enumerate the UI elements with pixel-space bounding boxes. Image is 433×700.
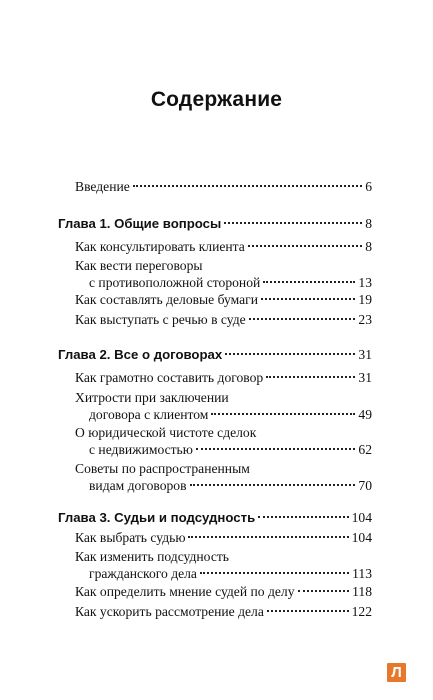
toc-entry[interactable] (58, 238, 372, 255)
leader-dots (266, 375, 355, 378)
leader-dots (190, 483, 356, 486)
leader-dots (267, 609, 349, 612)
toc-entry-label: О юридической чистоте сделок (75, 425, 257, 440)
chapter-title: Глава 2. Все о договорах (58, 347, 223, 362)
toc-chapter-3[interactable] (58, 509, 372, 526)
toc-entry-page: 118 (352, 584, 372, 599)
toc-entry-label-cont: с недвижимостью (89, 442, 193, 457)
toc-entry[interactable] (58, 311, 372, 328)
toc-entry-page: 13 (358, 275, 372, 290)
leader-dots (196, 447, 356, 450)
toc-entry-label: Как грамотно составить договор (75, 370, 264, 385)
toc-entry-label: Как консультировать клиента (75, 239, 245, 254)
publisher-logo-icon: Л (387, 663, 406, 682)
toc-entry-page: 49 (358, 407, 372, 422)
toc-chapter-1[interactable] (58, 215, 372, 232)
leader-dots (258, 515, 348, 518)
toc-entry-label-cont: видам договоров (89, 478, 187, 493)
toc-entry-page: 70 (358, 478, 372, 493)
toc-entry-page: 62 (358, 442, 372, 457)
toc-entry[interactable] (58, 548, 372, 582)
toc-entry[interactable] (58, 291, 372, 308)
toc-entry-label: Как составлять деловые бумаги (75, 292, 259, 307)
leader-dots (225, 352, 355, 355)
leader-dots (188, 535, 348, 538)
toc-entry-page: 113 (352, 566, 372, 581)
toc-entry-label: Как определить мнение судей по делу (75, 584, 295, 599)
toc-entry-page: 23 (358, 312, 372, 327)
toc-entry-label: Как вести переговоры (75, 258, 203, 273)
chapter-title: Глава 1. Общие вопросы (58, 216, 222, 231)
toc-entry-label-cont: гражданского дела (89, 566, 197, 581)
chapter-title: Глава 3. Судьи и подсудность (58, 510, 256, 525)
leader-dots (261, 297, 355, 300)
toc-entry-page: 122 (351, 604, 372, 619)
toc-entry[interactable] (58, 603, 372, 620)
toc-entry-page: 8 (365, 239, 372, 254)
toc-entry-label-cont: договора с клиентом (89, 407, 209, 422)
toc-entry-page: 6 (365, 179, 372, 194)
leader-dots (211, 412, 355, 415)
toc-entry[interactable] (58, 389, 372, 423)
leader-dots (263, 280, 355, 283)
toc-entry-label-cont: с противоположной стороной (89, 275, 261, 290)
toc-entry[interactable] (58, 257, 372, 291)
toc-entry[interactable] (58, 460, 372, 494)
page-title: Содержание (150, 88, 283, 111)
toc-entry-page: 104 (351, 530, 372, 545)
toc-entry-label: Как ускорить рассмотрение дела (75, 604, 264, 619)
toc-entry-page: 19 (358, 292, 372, 307)
leader-dots (200, 571, 349, 574)
toc-entry[interactable] (58, 369, 372, 386)
leader-dots (133, 184, 362, 187)
toc-entry-label: Как выбрать судью (75, 530, 186, 545)
toc-entry[interactable] (58, 529, 372, 546)
toc-entry[interactable] (58, 583, 372, 600)
leader-dots (249, 317, 356, 320)
toc-entry-page: 31 (358, 370, 372, 385)
toc-entry-label: Советы по распространенным (75, 461, 250, 476)
toc-entry-label: Как изменить подсудность (75, 549, 229, 564)
leader-dots (224, 221, 362, 224)
toc-entry[interactable] (58, 424, 372, 458)
leader-dots (248, 244, 362, 247)
chapter-page: 31 (358, 347, 372, 362)
toc-chapter-2[interactable] (58, 346, 372, 363)
toc-entry-label: Как выступать с речью в суде (75, 312, 246, 327)
toc-entry-intro[interactable] (58, 178, 372, 195)
toc-entry-label: Введение (75, 179, 130, 194)
chapter-page: 104 (351, 510, 372, 525)
chapter-page: 8 (365, 216, 372, 231)
toc-entry-label: Хитрости при заключении (75, 390, 229, 405)
leader-dots (298, 589, 350, 592)
